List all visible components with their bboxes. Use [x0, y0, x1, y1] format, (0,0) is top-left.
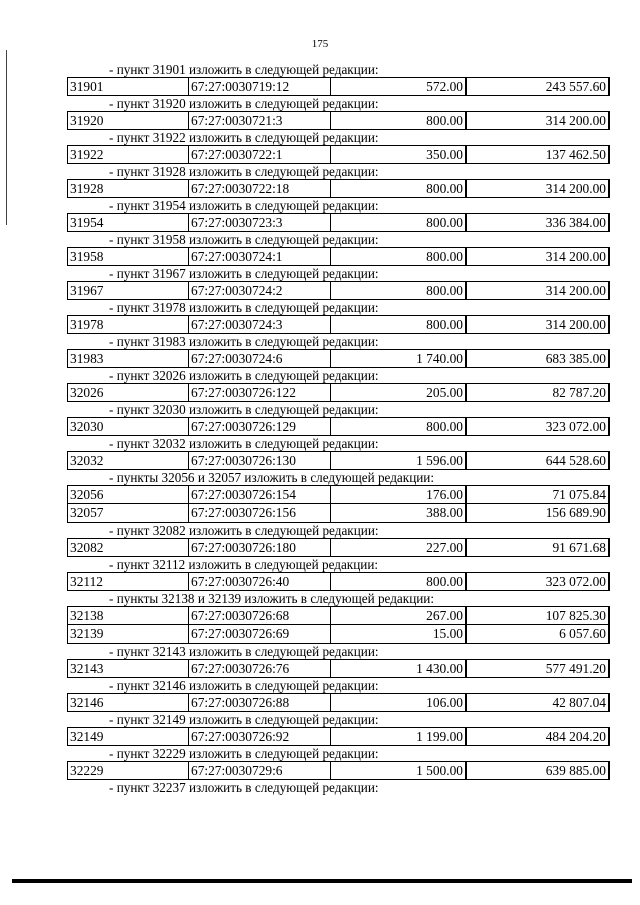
- value-cell: 91 671.68: [467, 538, 610, 557]
- item-number-cell: 32030: [67, 417, 188, 436]
- table-row: [67, 383, 610, 402]
- cadastral-number-cell: 67:27:0030726:69: [188, 625, 330, 644]
- area-cell: 15.00: [330, 625, 467, 644]
- cadastral-number-cell: 67:27:0030724:1: [188, 247, 330, 266]
- value-cell: 71 075.84: [467, 485, 610, 504]
- amendment-heading: - пункт 32143 изложить в следующей редакции:: [109, 644, 379, 659]
- area-cell: 388.00: [330, 504, 467, 523]
- table-row: [67, 179, 610, 198]
- item-number-cell: 32138: [67, 606, 188, 625]
- cadastral-number-cell: 67:27:0030722:1: [188, 145, 330, 164]
- value-cell: 314 200.00: [467, 247, 610, 266]
- amendment-heading: - пункты 32056 и 32057 изложить в следующей редакции:: [109, 470, 435, 485]
- table-row: [67, 281, 610, 300]
- document-body: [67, 62, 610, 795]
- cadastral-number-cell: 67:27:0030721:3: [188, 111, 330, 130]
- area-cell: 800.00: [330, 315, 467, 334]
- area-cell: 267.00: [330, 606, 467, 625]
- value-cell: 683 385.00: [467, 349, 610, 368]
- item-number-cell: 32229: [67, 761, 188, 780]
- cadastral-number-cell: 67:27:0030726:76: [188, 659, 330, 678]
- cadastral-number-cell: 67:27:0030726:92: [188, 727, 330, 746]
- cadastral-number-cell: 67:27:0030726:68: [188, 606, 330, 625]
- item-number-cell: 31901: [67, 77, 188, 96]
- amendment-heading: - пункт 32146 изложить в следующей редакции:: [109, 678, 379, 693]
- item-number-cell: 31978: [67, 315, 188, 334]
- amendment-heading: - пункт 32082 изложить в следующей редакции:: [109, 523, 379, 538]
- value-cell: 323 072.00: [467, 572, 610, 591]
- item-number-cell: 31922: [67, 145, 188, 164]
- value-cell: 156 689.90: [467, 504, 610, 523]
- item-number-cell: 32057: [67, 504, 188, 523]
- amendment-heading: - пункт 31958 изложить в следующей редакции:: [109, 232, 379, 247]
- table-row: [67, 247, 610, 266]
- area-cell: 800.00: [330, 213, 467, 232]
- table-row: [67, 693, 610, 712]
- amendment-heading: - пункт 31922 изложить в следующей редакции:: [109, 130, 379, 145]
- area-cell: 350.00: [330, 145, 467, 164]
- area-cell: 800.00: [330, 572, 467, 591]
- cadastral-number-cell: 67:27:0030724:6: [188, 349, 330, 368]
- table-row: [67, 315, 610, 334]
- item-number-cell: 32112: [67, 572, 188, 591]
- value-cell: 314 200.00: [467, 315, 610, 334]
- item-number-cell: 31958: [67, 247, 188, 266]
- table-row: [67, 625, 610, 644]
- cadastral-number-cell: 67:27:0030726:156: [188, 504, 330, 523]
- amendment-heading: - пункт 31920 изложить в следующей редакции:: [109, 96, 379, 111]
- cadastral-number-cell: 67:27:0030726:40: [188, 572, 330, 591]
- item-number-cell: 32082: [67, 538, 188, 557]
- value-cell: 42 807.04: [467, 693, 610, 712]
- table-row: [67, 485, 610, 504]
- cadastral-number-cell: 67:27:0030726:180: [188, 538, 330, 557]
- margin-line: [6, 50, 7, 225]
- table-row: [67, 213, 610, 232]
- area-cell: 800.00: [330, 179, 467, 198]
- table-row: [67, 761, 610, 780]
- value-cell: 243 557.60: [467, 77, 610, 96]
- area-cell: 1 740.00: [330, 349, 467, 368]
- cadastral-number-cell: 67:27:0030719:12: [188, 77, 330, 96]
- cadastral-number-cell: 67:27:0030726:154: [188, 485, 330, 504]
- item-number-cell: 31954: [67, 213, 188, 232]
- cadastral-number-cell: 67:27:0030723:3: [188, 213, 330, 232]
- table-row: [67, 572, 610, 591]
- table-row: [67, 451, 610, 470]
- area-cell: 205.00: [330, 383, 467, 402]
- value-cell: 323 072.00: [467, 417, 610, 436]
- area-cell: 227.00: [330, 538, 467, 557]
- item-number-cell: 32149: [67, 727, 188, 746]
- cadastral-number-cell: 67:27:0030726:122: [188, 383, 330, 402]
- cadastral-number-cell: 67:27:0030729:6: [188, 761, 330, 780]
- cadastral-number-cell: 67:27:0030726:129: [188, 417, 330, 436]
- value-cell: 314 200.00: [467, 179, 610, 198]
- amendment-heading: - пункт 31967 изложить в следующей редакции:: [109, 266, 379, 281]
- item-number-cell: 32032: [67, 451, 188, 470]
- item-number-cell: 31983: [67, 349, 188, 368]
- value-cell: 314 200.00: [467, 281, 610, 300]
- value-cell: 577 491.20: [467, 659, 610, 678]
- value-cell: 336 384.00: [467, 213, 610, 232]
- area-cell: 1 430.00: [330, 659, 467, 678]
- value-cell: 314 200.00: [467, 111, 610, 130]
- amendment-heading: - пункт 31954 изложить в следующей редакции:: [109, 198, 379, 213]
- amendment-heading: - пункты 32138 и 32139 изложить в следующей редакции:: [109, 591, 435, 606]
- area-cell: 1 199.00: [330, 727, 467, 746]
- item-number-cell: 32143: [67, 659, 188, 678]
- table-row: [67, 659, 610, 678]
- amendment-heading: - пункт 31978 изложить в следующей редакции:: [109, 300, 379, 315]
- item-number-cell: 31967: [67, 281, 188, 300]
- table-row: [67, 504, 610, 523]
- value-cell: 6 057.60: [467, 625, 610, 644]
- table-row: [67, 538, 610, 557]
- table-row: [67, 77, 610, 96]
- table-row: [67, 349, 610, 368]
- bottom-rule: [12, 879, 632, 883]
- area-cell: 1 596.00: [330, 451, 467, 470]
- area-cell: 572.00: [330, 77, 467, 96]
- area-cell: 800.00: [330, 111, 467, 130]
- table-row: [67, 111, 610, 130]
- cadastral-number-cell: 67:27:0030726:130: [188, 451, 330, 470]
- amendment-heading: - пункт 31901 изложить в следующей редакции:: [109, 62, 379, 77]
- amendment-heading: - пункт 32112 изложить в следующей редакции:: [109, 557, 379, 572]
- item-number-cell: 31920: [67, 111, 188, 130]
- amendment-heading: - пункт 32237 изложить в следующей редакции:: [109, 780, 379, 795]
- amendment-heading: - пункт 32032 изложить в следующей редакции:: [109, 436, 379, 451]
- value-cell: 107 825.30: [467, 606, 610, 625]
- area-cell: 1 500.00: [330, 761, 467, 780]
- area-cell: 106.00: [330, 693, 467, 712]
- item-number-cell: 31928: [67, 179, 188, 198]
- value-cell: 639 885.00: [467, 761, 610, 780]
- item-number-cell: 32026: [67, 383, 188, 402]
- amendment-heading: - пункт 32229 изложить в следующей редакции:: [109, 746, 379, 761]
- value-cell: 644 528.60: [467, 451, 610, 470]
- amendment-heading: - пункт 32149 изложить в следующей редакции:: [109, 712, 379, 727]
- table-row: [67, 727, 610, 746]
- area-cell: 800.00: [330, 417, 467, 436]
- value-cell: 137 462.50: [467, 145, 610, 164]
- table-row: [67, 606, 610, 625]
- area-cell: 800.00: [330, 281, 467, 300]
- item-number-cell: 32139: [67, 625, 188, 644]
- cadastral-number-cell: 67:27:0030724:3: [188, 315, 330, 334]
- item-number-cell: 32146: [67, 693, 188, 712]
- item-number-cell: 32056: [67, 485, 188, 504]
- area-cell: 176.00: [330, 485, 467, 504]
- amendment-heading: - пункт 31928 изложить в следующей редакции:: [109, 164, 379, 179]
- area-cell: 800.00: [330, 247, 467, 266]
- value-cell: 82 787.20: [467, 383, 610, 402]
- page-number: 175: [311, 38, 329, 50]
- table-row: [67, 145, 610, 164]
- cadastral-number-cell: 67:27:0030726:88: [188, 693, 330, 712]
- amendment-heading: - пункт 32030 изложить в следующей редакции:: [109, 402, 379, 417]
- cadastral-number-cell: 67:27:0030724:2: [188, 281, 330, 300]
- cadastral-number-cell: 67:27:0030722:18: [188, 179, 330, 198]
- amendment-heading: - пункт 31983 изложить в следующей редакции:: [109, 334, 379, 349]
- amendment-heading: - пункт 32026 изложить в следующей редакции:: [109, 368, 379, 383]
- value-cell: 484 204.20: [467, 727, 610, 746]
- table-row: [67, 417, 610, 436]
